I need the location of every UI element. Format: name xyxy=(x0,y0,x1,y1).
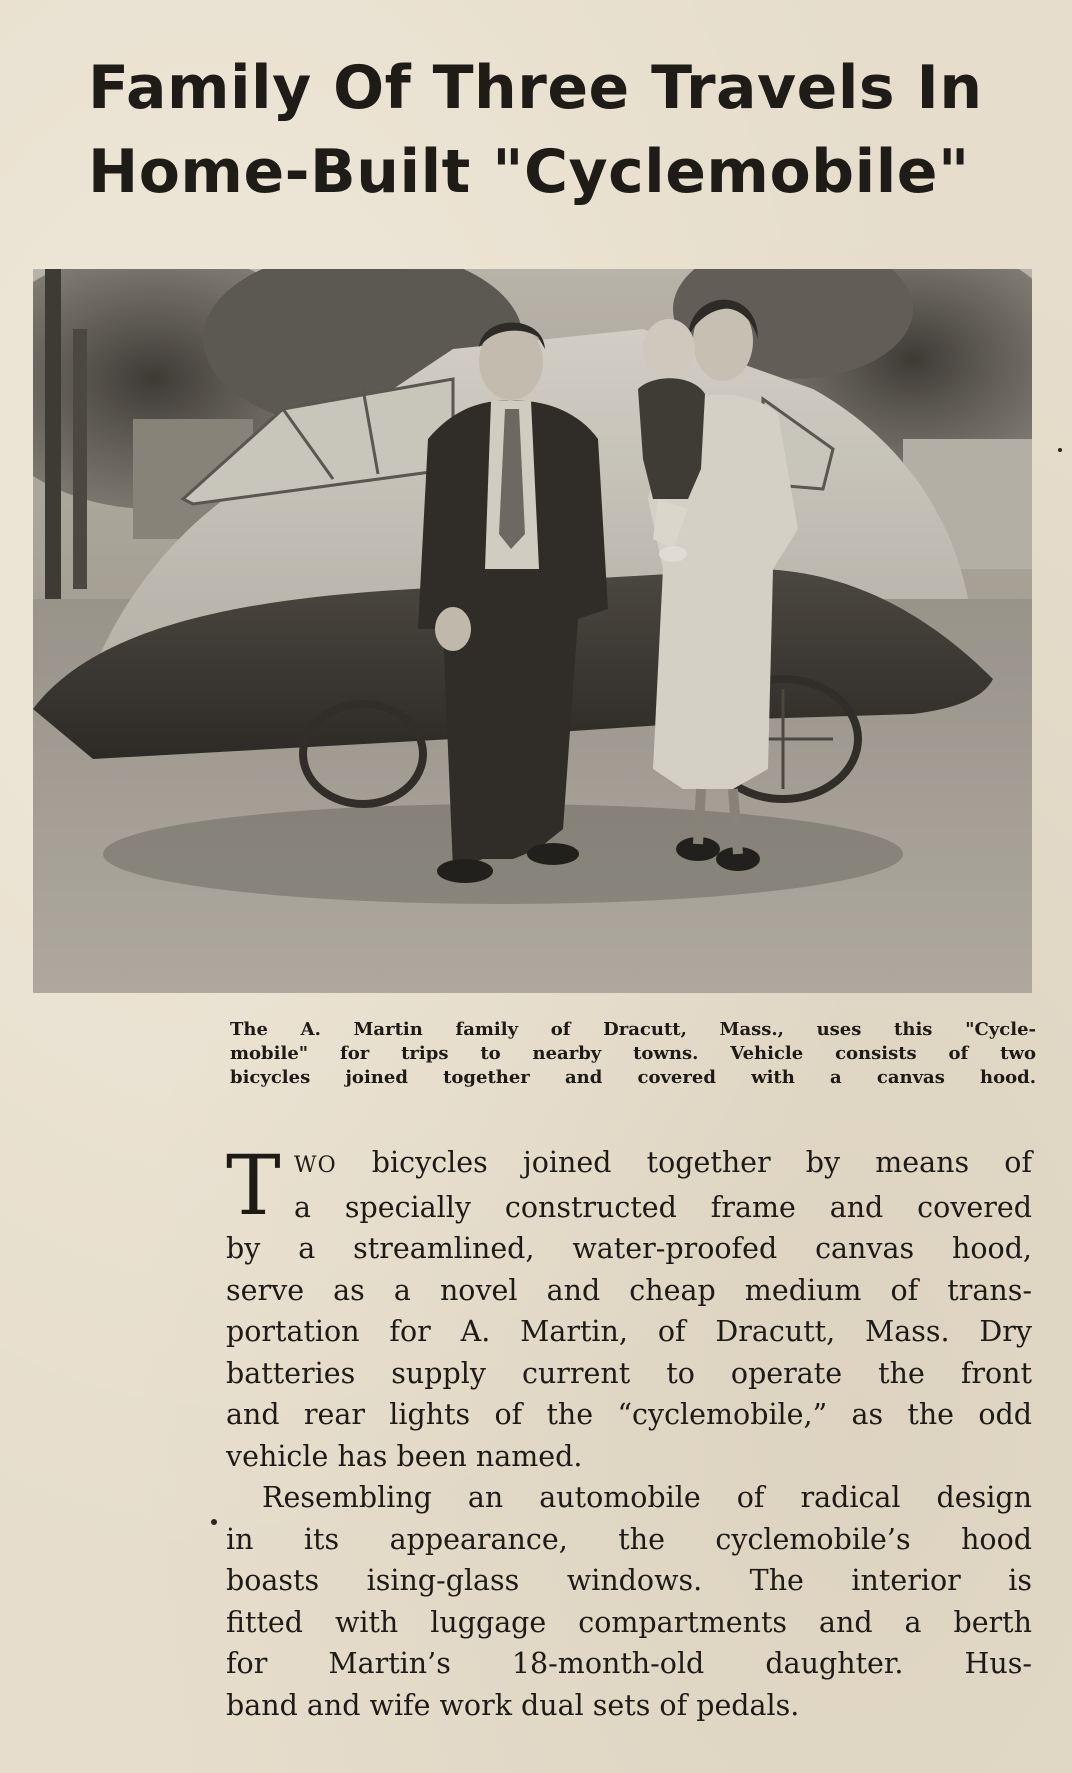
print-speck xyxy=(1058,448,1062,452)
paragraph-2-line-6: band and wife work dual sets of pedals. xyxy=(226,1688,800,1722)
paragraph-2-line-5: for Martin’s 18-month-old daughter. Hus- xyxy=(226,1647,1032,1680)
print-speck xyxy=(211,1519,217,1525)
paragraph-1-line-7: and rear lights of the “cyclemobile,” as the odd xyxy=(226,1398,1032,1431)
paragraph-1-line-2: a specially constructed frame and covered xyxy=(294,1190,1032,1224)
caption-line-1: The A. Martin family of Dracutt, Mass., uses this "Cycle- xyxy=(230,1019,1036,1040)
caption-line-3: bicycles joined together and covered with a canvas hood. xyxy=(230,1067,1036,1088)
headline-line-1: Family Of Three Travels In xyxy=(88,53,983,123)
paragraph-1-line-8: vehicle has been named. xyxy=(226,1439,583,1473)
opening-word-remainder: WO xyxy=(294,1153,337,1178)
headline-line-2: Home-Built "Cyclemobile" xyxy=(88,137,970,207)
paragraph-1-line-4: serve as a novel and cheap medium of trans- xyxy=(226,1273,1032,1307)
paragraph-2 xyxy=(226,1477,1032,1726)
paragraph-2-line-4: fitted with luggage compartments and a berth xyxy=(226,1605,1032,1639)
paragraph-1-line-1 xyxy=(226,1142,1032,1187)
paragraph-1-line-6: batteries supply current to operate the front xyxy=(226,1356,1032,1390)
paragraph-2-line-3: boasts ising-glass windows. The interior is xyxy=(226,1564,1032,1597)
drop-cap: T xyxy=(226,1139,281,1234)
paragraph-1-line-1-tail: bicycles joined together by means of xyxy=(336,1146,1032,1179)
paragraph-1-line-5: portation for A. Martin, of Dracutt, Mass. Dry xyxy=(226,1315,1032,1348)
family-cyclemobile-photo xyxy=(33,269,1032,993)
photo-caption xyxy=(230,1018,1036,1090)
paragraph-1 xyxy=(226,1139,1032,1477)
paragraph-2-line-2: in its appearance, the cyclemobile’s hood xyxy=(226,1522,1032,1556)
caption-line-2: mobile" for trips to nearby towns. Vehicle consists of two xyxy=(230,1043,1036,1064)
headline xyxy=(88,46,1028,214)
article-body xyxy=(226,1139,1032,1726)
paragraph-1-line-3: by a streamlined, water-proofed canvas hood, xyxy=(226,1232,1032,1265)
paragraph-2-line-1: Resembling an automobile of radical design xyxy=(262,1481,1032,1514)
